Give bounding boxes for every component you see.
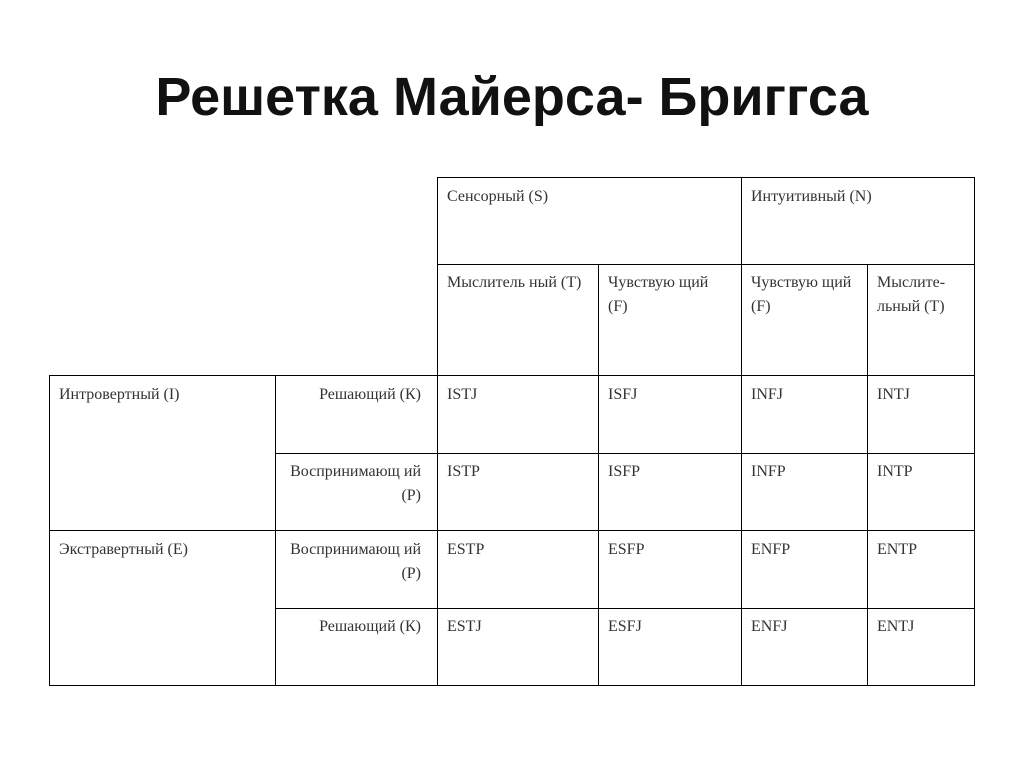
group-label-introvert: Интровертный (I) (59, 386, 180, 403)
table-divider (275, 608, 975, 609)
type-cell-estp: ESTP (447, 541, 485, 558)
type-cell-esfj: ESFJ (608, 618, 642, 635)
table-divider (49, 530, 975, 531)
row-label-i-perceiving: Воспринимающ ий (Р) (290, 463, 421, 504)
table-divider (867, 264, 868, 686)
type-cell-intj: INTJ (877, 386, 910, 403)
table-border (974, 177, 975, 686)
type-cell-esfp: ESFP (608, 541, 645, 558)
group-label-extravert: Экстравертный (Е) (59, 541, 188, 558)
type-cell-enfp: ENFP (751, 541, 791, 558)
table-divider (275, 453, 975, 454)
page-title: Решетка Майерса- Бриггса (155, 67, 869, 127)
type-cell-istj: ISTJ (447, 386, 478, 403)
header-intuitive: Интуитивный (N) (751, 188, 872, 205)
type-cell-entp: ENTP (877, 541, 917, 558)
type-cell-isfj: ISFJ (608, 386, 638, 403)
table-divider (437, 177, 438, 686)
row-label-i-judging: Решающий (К) (319, 386, 421, 403)
header-thinking-sensory: Мыслитель ный (T) (447, 274, 582, 291)
table-divider (275, 375, 276, 686)
header-sensory: Сенсорный (S) (447, 188, 549, 205)
type-cell-entj: ENTJ (877, 618, 915, 635)
table-divider (437, 264, 975, 265)
type-cell-isfp: ISFP (608, 463, 641, 480)
type-cell-estj: ESTJ (447, 618, 482, 635)
table-border (437, 177, 975, 178)
row-label-e-perceiving: Воспринимающ ий (Р) (290, 541, 421, 582)
table-border (49, 685, 975, 686)
table-divider (741, 177, 742, 686)
header-feeling-intuitive: Чувствую щий (F) (751, 274, 852, 315)
table-border (49, 375, 50, 686)
type-cell-intp: INTP (877, 463, 913, 480)
type-cell-infj: INFJ (751, 386, 784, 403)
table-divider (49, 375, 975, 376)
table-divider (598, 264, 599, 686)
row-label-e-judging: Решающий (К) (319, 618, 421, 635)
type-cell-infp: INFP (751, 463, 786, 480)
type-cell-enfj: ENFJ (751, 618, 788, 635)
type-cell-istp: ISTP (447, 463, 480, 480)
header-thinking-intuitive: Мыслите-льный (T) (877, 274, 946, 315)
header-feeling-sensory: Чувствую щий (F) (608, 274, 709, 315)
